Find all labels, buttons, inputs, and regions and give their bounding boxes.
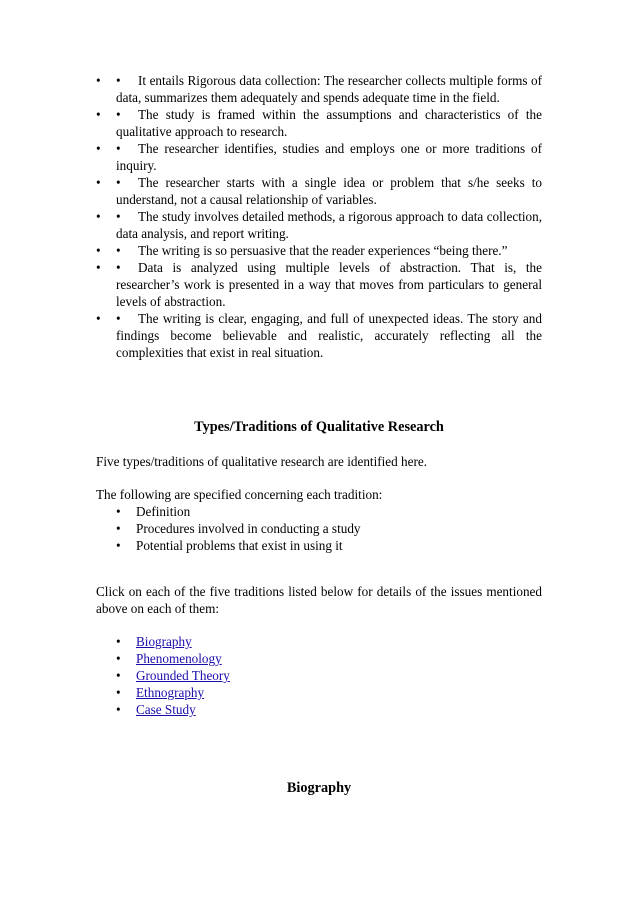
list-item-text: Definition xyxy=(136,504,191,519)
bullet-icon: • xyxy=(116,651,121,666)
bullet-icon: • xyxy=(116,209,121,224)
bullet-icon: • xyxy=(116,175,121,190)
list-item-text: Procedures involved in conducting a study xyxy=(136,521,361,536)
bullet-icon: • xyxy=(116,107,121,122)
bullet-icon: • xyxy=(116,702,121,717)
list-item xyxy=(116,503,361,520)
list-item xyxy=(96,106,542,140)
bullet-icon: • xyxy=(96,260,101,275)
list-item-text: The writing is so persuasive that the reader experiences “being there.” xyxy=(138,243,508,258)
list-item xyxy=(116,520,361,537)
specified-list xyxy=(116,503,361,554)
list-item xyxy=(96,310,542,361)
list-item-text: The writing is clear, engaging, and full of unexpected ideas. The story and findings become believable and realistic, accurately reflecting all the complexities that exist in real situation. xyxy=(116,311,542,360)
list-item-text: The study involves detailed methods, a rigorous approach to data collection, data analysis, and report writing. xyxy=(116,209,542,241)
list-item-text: Data is analyzed using multiple levels of abstraction. That is, the researcher’s work is presented in a way that moves from particulars to general levels of abstraction. xyxy=(116,260,542,309)
section-heading: Types/Traditions of Qualitative Research xyxy=(194,419,444,435)
traditions-link-list xyxy=(116,633,230,718)
list-item xyxy=(116,537,361,554)
list-item xyxy=(116,650,230,667)
bullet-icon: • xyxy=(96,311,101,326)
bullet-icon: • xyxy=(96,209,101,224)
click-instructions: Click on each of the five traditions listed below for details of the issues mentioned above on each of them: xyxy=(96,584,542,616)
grounded-theory-link[interactable]: Grounded Theory xyxy=(136,668,230,683)
bullet-icon: • xyxy=(96,141,101,156)
bullet-icon: • xyxy=(96,73,101,88)
case-study-link[interactable]: Case Study xyxy=(136,702,196,717)
list-item-text: The researcher identifies, studies and employs one or more traditions of inquiry. xyxy=(116,141,542,173)
bullet-icon: • xyxy=(116,243,121,258)
intro-text: Five types/traditions of qualitative research are identified here. xyxy=(96,454,428,469)
list-item xyxy=(116,684,230,701)
bullet-icon: • xyxy=(116,685,121,700)
ethnography-link[interactable]: Ethnography xyxy=(136,685,205,700)
list-item xyxy=(116,667,230,684)
list-item xyxy=(116,701,230,718)
bullet-icon: • xyxy=(116,311,121,326)
list-item-text: Potential problems that exist in using it xyxy=(136,538,343,553)
list-item xyxy=(96,259,542,310)
bullet-icon: • xyxy=(116,538,121,553)
bullet-icon: • xyxy=(116,73,121,88)
list-item-text: The study is framed within the assumptions and characteristics of the qualitative approach to research. xyxy=(116,107,542,139)
list-item xyxy=(96,140,542,174)
bullet-icon: • xyxy=(96,107,101,122)
biography-heading: Biography xyxy=(286,780,352,796)
list-item xyxy=(96,174,542,208)
bullet-icon: • xyxy=(116,141,121,156)
bullet-icon: • xyxy=(116,504,121,519)
characteristics-list xyxy=(96,72,542,361)
bullet-icon: • xyxy=(116,634,121,649)
list-item-text: It entails Rigorous data collection: The researcher collects multiple forms of data, summarizes them adequately and spends adequate time in the field. xyxy=(116,73,542,105)
bullet-icon: • xyxy=(116,521,121,536)
biography-link[interactable]: Biography xyxy=(136,634,192,649)
specified-text: The following are specified concerning each tradition: xyxy=(96,487,383,502)
bullet-icon: • xyxy=(116,260,121,275)
list-item xyxy=(116,633,230,650)
list-item xyxy=(96,242,542,259)
list-item-text: The researcher starts with a single idea or problem that s/he seeks to understand, not a causal relationship of variables. xyxy=(116,175,542,207)
bullet-icon: • xyxy=(116,668,121,683)
bullet-icon: • xyxy=(96,175,101,190)
list-item xyxy=(96,208,542,242)
list-item xyxy=(96,72,542,106)
bullet-icon: • xyxy=(96,243,101,258)
phenomenology-link[interactable]: Phenomenology xyxy=(136,651,222,666)
